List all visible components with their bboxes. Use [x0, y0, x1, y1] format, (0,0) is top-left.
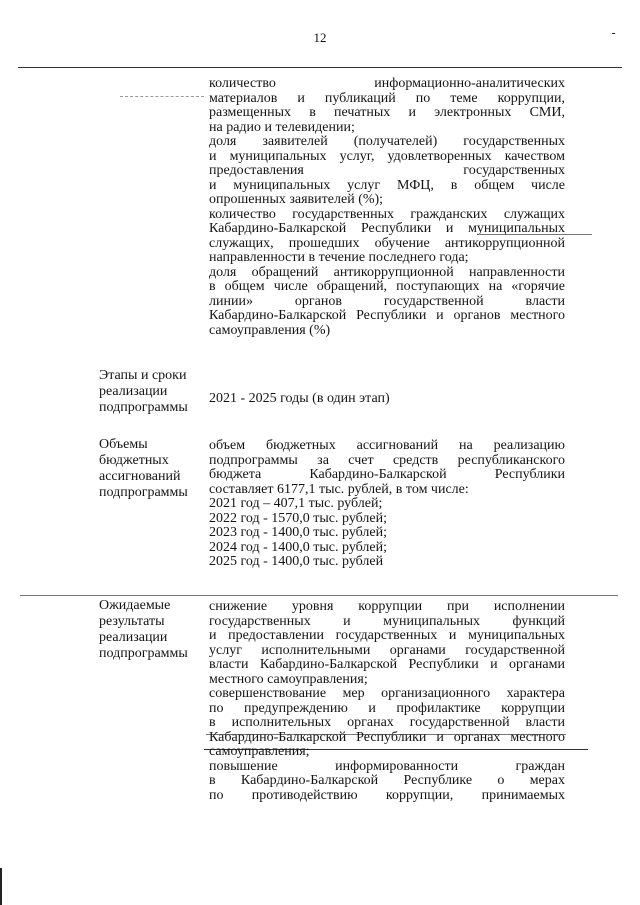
label-line: подпрограммы [99, 646, 188, 661]
text-line: Кабардино-Балкарской Республики и органах местного [209, 730, 565, 745]
text-line: повышение информированности граждан [209, 759, 565, 774]
expected-results-label [99, 598, 203, 662]
expected-results-text [209, 600, 565, 803]
text-line: предоставления государственных [209, 164, 565, 178]
text-line: количество государственных гражданских служащих [209, 207, 565, 222]
text-line: объем бюджетных ассигнований на реализацию [209, 439, 565, 453]
text-line: опрошенных заявителей (%); [209, 193, 384, 207]
text-line: 2024 год - 1400,0 тыс. рублей; [209, 540, 388, 555]
text-line: служащих, прошедших обучение антикоррупционной [209, 236, 565, 251]
text-line: власти Кабардино-Балкарской Республики и органами [209, 658, 565, 672]
text-line: в исполнительных органах государственной власти [209, 716, 565, 730]
page-number: 12 [313, 30, 327, 45]
target-indicators-text [209, 77, 565, 338]
text-line: самоуправления; [209, 745, 310, 759]
text-line: 2022 год - 1570,0 тыс. рублей; [209, 511, 388, 526]
label-line: реализации [99, 384, 168, 399]
row-rule [120, 96, 204, 97]
text-line: государственных и муниципальных функций [209, 614, 565, 629]
text-line: размещенных в печатных и электронных СМИ, [209, 106, 565, 120]
text-line: самоуправления (%) [209, 323, 331, 338]
text-line: снижение уровня коррупции при исполнении [209, 600, 565, 614]
row-rule [20, 595, 618, 596]
text-line: 2021 - 2025 годы (в один этап) [209, 392, 390, 406]
text-line: 2023 год - 1400,0 тыс. рублей; [209, 526, 388, 540]
text-line: на радио и телевидении; [209, 120, 355, 135]
text-line: Кабардино-Балкарской Республики и органов местного [209, 309, 565, 323]
stages-label [99, 368, 203, 416]
text-line: составляет 6177,1 тыс. рублей, в том числе: [209, 482, 469, 497]
label-line: Этапы и сроки [99, 368, 187, 383]
text-line: Кабардино-Балкарской Республики и муниципальных [209, 222, 565, 236]
text-line: в Кабардино-Балкарской Республике о мерах [209, 774, 565, 788]
label-line: подпрограммы [99, 485, 188, 500]
text-line: и предоставлении государственных и муниципальных [209, 629, 565, 643]
label-line: подпрограммы [99, 400, 188, 415]
text-line: по предупреждению и профилактике коррупции [209, 701, 565, 716]
budget-text [209, 439, 565, 570]
text-line: доля заявителей (получателей) государственных [209, 135, 565, 149]
text-line: в общем числе обращений, поступающих на «горячие [209, 280, 565, 294]
top-table-rule [18, 67, 622, 68]
scan-mark [612, 33, 615, 34]
budget-label [99, 437, 203, 501]
label-line: реализации [99, 630, 168, 645]
text-line: доля обращений антикоррупционной направленности [209, 265, 565, 280]
label-line: бюджетных [99, 453, 169, 468]
text-line: количество информационно-аналитических [209, 77, 565, 91]
text-line: по противодействию коррупции, принимаемых [209, 788, 565, 803]
stages-text [209, 392, 565, 407]
text-line: направленности в течение последнего года; [209, 251, 469, 265]
text-line: местного самоуправления; [209, 672, 368, 687]
label-line: ассигнований [99, 469, 181, 484]
label-line: Объемы [99, 437, 148, 452]
text-line: 2025 год - 1400,0 тыс. рублей [209, 555, 384, 569]
text-line: бюджета Кабардино-Балкарской Республики [209, 468, 565, 482]
text-line: и муниципальных услуг МФЦ, в общем числе [209, 178, 565, 193]
text-line: услуг исполнительными органами государственной [209, 643, 565, 658]
text-line: линии» органов государственной власти [209, 294, 565, 309]
label-line: Ожидаемые [99, 598, 171, 613]
text-line: и муниципальных услуг, удовлетворенных качеством [209, 149, 565, 164]
text-line: материалов и публикаций по теме коррупции, [209, 91, 565, 106]
text-line: подпрограммы за счет средств республиканского [209, 453, 565, 468]
scan-edge-mark [0, 868, 2, 905]
label-line: результаты [99, 614, 165, 629]
text-line: 2021 год – 407,1 тыс. рублей; [209, 497, 383, 511]
text-line: совершенствование мер организационного характера [209, 687, 565, 701]
